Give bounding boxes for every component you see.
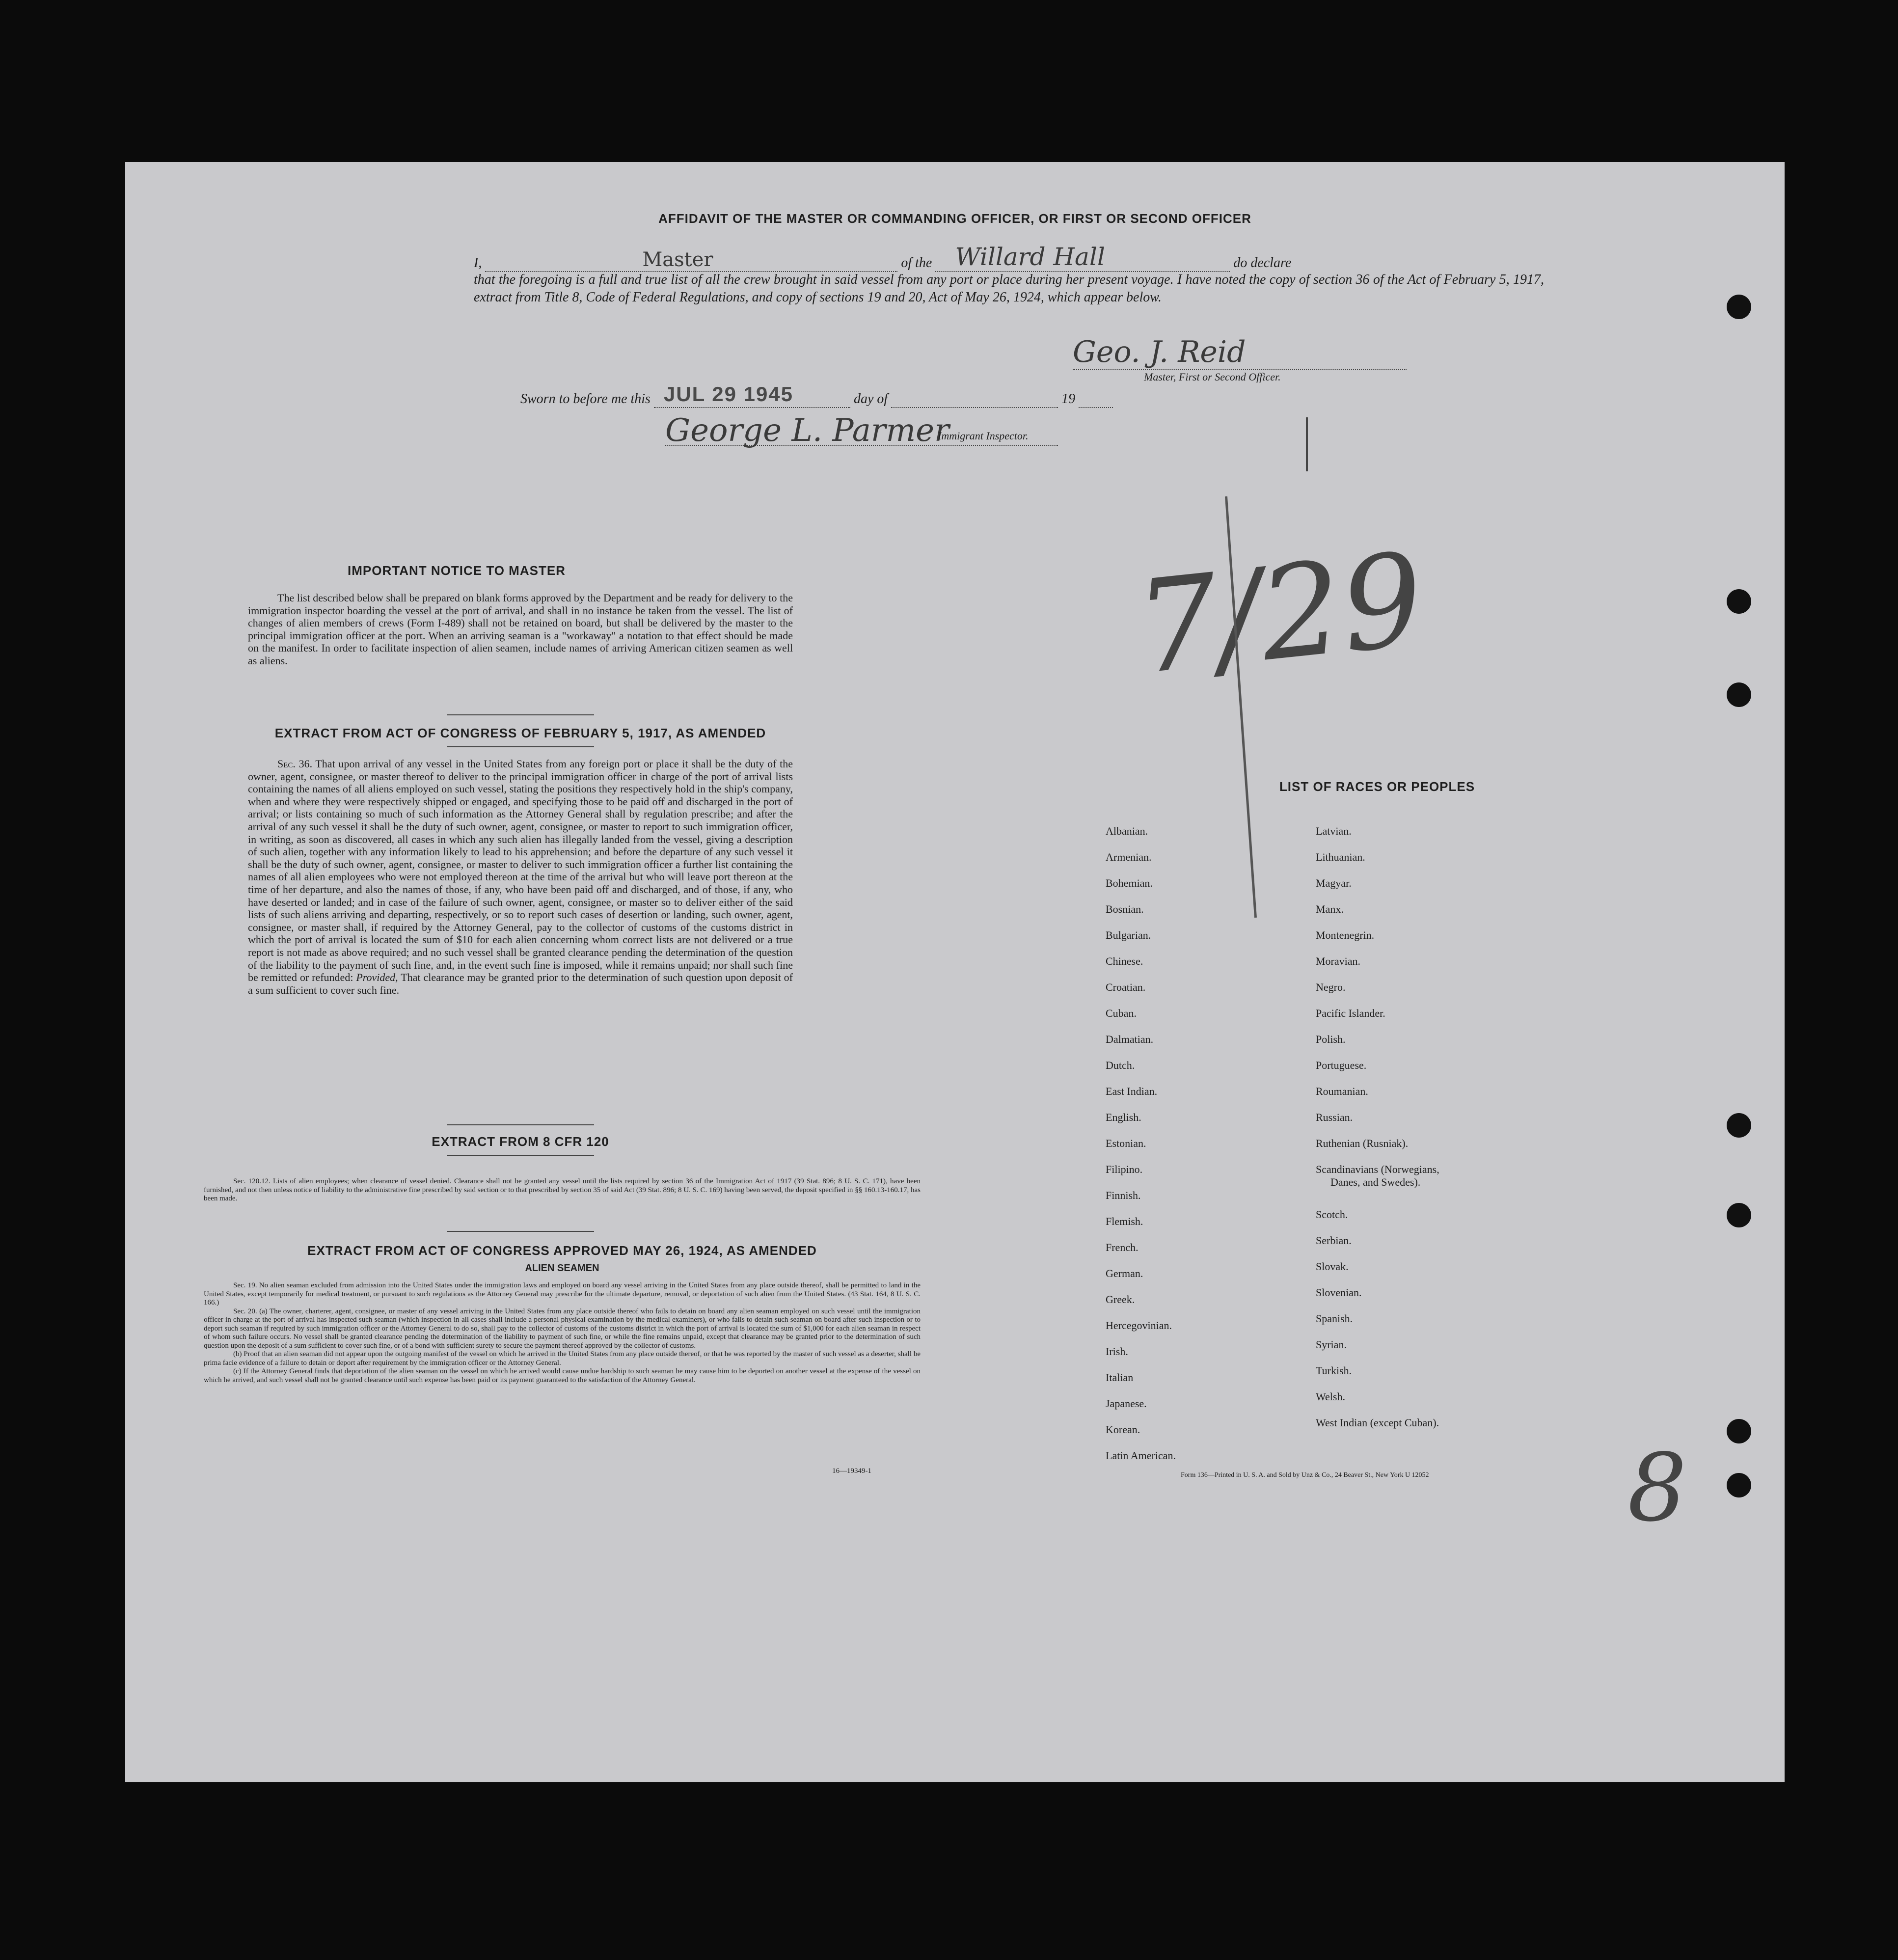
race-item: Albanian. xyxy=(1106,825,1148,837)
sec-36-proviso: That clearance may be granted prior to the determination of such question upon deposit of a sum sufficient to cover such fine. xyxy=(248,971,793,996)
sec-19-paragraph: Sec. 19. No alien seaman excluded from admission into the United States under the immigration laws and employed on board any vessel arriving in the United States from any place outside thereof, shall be permitted to land in the United States, except temporarily for medical treatment, or pursuant to such regulations as the Attorney General may prescribe for the ultimate departure, removal, or deportation of such alien from the United States. (43 Stat. 164, 8 U. S. C. 166.) xyxy=(204,1281,921,1307)
race-item: Turkish. xyxy=(1316,1364,1352,1377)
divider xyxy=(447,714,594,715)
extract-1917-text xyxy=(248,758,793,996)
handwritten-page-mark: 8 xyxy=(1627,1434,1687,1542)
race-item: Scotch. xyxy=(1316,1208,1348,1221)
race-item: Slovak. xyxy=(1316,1260,1349,1273)
race-item: Russian. xyxy=(1316,1111,1353,1123)
affidavit-paragraph: that the foregoing is a full and true list of all the crew brought in said vessel from any port or place during her present voyage. I have noted the copy of section 36 of the Act of February 5, 1917, extract from Title 8, Code of Federal Regulations, and copy of sections 19 and 20, Act of May 26, 1924, which appear below. xyxy=(474,272,1544,305)
race-item: Irish. xyxy=(1106,1345,1128,1358)
race-item: Korean. xyxy=(1106,1423,1140,1436)
divider xyxy=(447,1155,594,1156)
affidavit-prefix: I, xyxy=(474,255,482,271)
affidavit-title: AFFIDAVIT OF THE MASTER OR COMMANDING OFFICER, OR FIRST OR SECOND OFFICER xyxy=(658,211,1251,226)
pen-tick xyxy=(1306,417,1308,471)
extract-cfr-title: EXTRACT FROM 8 CFR 120 xyxy=(432,1134,609,1149)
race-item: Montenegrin. xyxy=(1316,929,1375,941)
form-number: 16—19349-1 xyxy=(832,1467,871,1475)
race-item: Italian xyxy=(1106,1371,1134,1384)
day-of-label: day of xyxy=(853,391,888,407)
race-item: Bosnian. xyxy=(1106,903,1144,915)
race-item: Greek. xyxy=(1106,1293,1135,1306)
race-item: Ruthenian (Rusniak). xyxy=(1316,1137,1409,1149)
name-handwritten: Master xyxy=(642,248,713,271)
cfr-paragraph: Sec. 120.12. Lists of alien employees; when clearance of vessel denied. Clearance shall not be granted any vessel until the lists required by section 36 of the Immigration Act of 1917 (39 Stat. 896; 8 U. S. C. 171), have been furnished, and not then unless notice of liability to the administrative fine prescribed by said section or to that prescribed by section 35 of said Act (39 Stat. 896; 8 U. S. C. 169) having been served, the deposit specified in §§ 160.13-160.17, has been made. xyxy=(204,1177,921,1202)
race-item: Lithuanian. xyxy=(1316,851,1365,863)
race-item: Filipino. xyxy=(1106,1163,1143,1175)
divider xyxy=(447,746,594,747)
race-item: Moravian. xyxy=(1316,955,1361,967)
race-item: Croatian. xyxy=(1106,981,1146,993)
race-item: Cuban. xyxy=(1106,1007,1137,1019)
race-item: East Indian. xyxy=(1106,1085,1158,1097)
race-item: Chinese. xyxy=(1106,955,1143,967)
races-title: LIST OF RACES OR PEOPLES xyxy=(1279,779,1475,794)
month-field xyxy=(891,391,1058,408)
race-item: Dalmatian. xyxy=(1106,1033,1154,1045)
binder-hole xyxy=(1727,1473,1751,1497)
sec-36-label: Sec. 36. xyxy=(277,758,313,770)
extract-1917-title: EXTRACT FROM ACT OF CONGRESS OF FEBRUARY 5, 1917, AS AMENDED xyxy=(274,726,766,740)
notice-body: The list described below shall be prepared on blank forms approved by the Department and be ready for delivery to the immigration inspector boarding the vessel at the port of arrival, and shall in no instance be taken from the vessel. The list of changes of alien members of crews (Form I-489) shall not be retained on board, but shall be delivered by the master to the principal immigration officer at the port. When an arriving seaman is a "workaway" a notation to that effect should be made on the manifest. In order to facilitate inspection of alien seamen, include names of arriving American citizen seamen as well as aliens. xyxy=(248,592,793,667)
race-item: Dutch. xyxy=(1106,1059,1135,1071)
race-item: Latin American. xyxy=(1106,1449,1176,1462)
race-item: Negro. xyxy=(1316,981,1346,993)
race-item-scandinavians xyxy=(1316,1156,1439,1201)
notice-title: IMPORTANT NOTICE TO MASTER xyxy=(348,563,566,578)
inspector-label: Immigrant Inspector. xyxy=(938,430,1029,442)
sec-20c-paragraph: (c) If the Attorney General finds that deportation of the alien seaman on the vessel on which he arrived would cause undue hardship to such seaman he may cause him to be deported on another vessel at the expense of the vessel on which he arrived, and such vessel shall not be granted clearance until such expense has been paid or its payment guaranteed to the satisfaction of the Attorney General. xyxy=(204,1367,921,1384)
race-item: German. xyxy=(1106,1267,1143,1279)
year-field xyxy=(1079,391,1113,408)
sec-36-body: That upon arrival of any vessel in the United States from any foreign port or place it shall be the duty of the owner, agent, consignee, or master thereof to deliver to the principal immigration officer in charge of the port of arrival lists containing the names of all aliens employed on such vessel, stating the positions they respectively hold in the ship's company, when and where they were respectively shipped or engaged, and specifying those to be paid off and discharged in the port of arrival; or lists containing so much of such information as the Attorney General shall by regulation prescribe; and after the arrival of any such vessel it shall be the duty of such owner, agent, consignee, or master to report to such immigration officer, in writing, as soon as discovered, all cases in which any such alien has illegally landed from the vessel, giving a description of such alien, together with any information likely to lead to his apprehension; and before the departure of any such vessel it shall be the duty of such owner, agent, consignee, or master to deliver to such immigration officer a further list containing the names of all alien employees who were not employed thereon at the time of the arrival but who will leave port thereon at the time of her departure, and also the names of those, if any, who have been paid off and discharged, and of those, if any, who have deserted or landed; and in case of the failure of such owner, agent, consignee, or master so to deliver either of the said lists of such aliens arriving and departing, respectively, or so to report such cases of desertion or landing, such owner, agent, consignee, or master shall, if required by the Attorney General, pay to the collector of customs of the customs district in which the port of arrival is located the sum of $10 for each alien concerning whom correct lists are not delivered or a true report is not made as above required; and no such vessel shall be granted clearance pending the determination of the question of the liability to the payment of such fine, and, in the event such fine is imposed, while it remains unpaid; nor shall such fine be remitted or refunded: xyxy=(248,758,793,984)
race-item: French. xyxy=(1106,1241,1139,1253)
race-item: Japanese. xyxy=(1106,1397,1147,1410)
race-item: Hercegovinian. xyxy=(1106,1319,1172,1332)
race-item: Magyar. xyxy=(1316,877,1352,889)
race-item: Welsh. xyxy=(1316,1390,1345,1403)
master-signature: Geo. J. Reid xyxy=(1073,335,1407,370)
provided-word: Provided, xyxy=(356,971,398,984)
vessel-handwritten: Willard Hall xyxy=(955,243,1105,271)
race-item: Spanish. xyxy=(1316,1312,1353,1325)
races-right-column xyxy=(1316,818,1439,1436)
race-item: Pacific Islander. xyxy=(1316,1007,1385,1019)
race-item: Manx. xyxy=(1316,903,1344,915)
races-left-column xyxy=(1106,818,1176,1469)
sworn-line xyxy=(520,382,1113,408)
race-item: Portuguese. xyxy=(1316,1059,1367,1071)
printer-line: Form 136—Printed in U. S. A. and Sold by Unz & Co., 24 Beaver St., New York U 12052 xyxy=(1181,1471,1429,1479)
do-declare-label: do declare xyxy=(1233,255,1292,271)
race-item: Slovenian. xyxy=(1316,1286,1362,1299)
handwritten-date-note: 7/29 xyxy=(1129,525,1431,703)
binder-hole xyxy=(1727,295,1751,319)
race-item: Syrian. xyxy=(1316,1338,1347,1351)
sec-20b-paragraph: (b) Proof that an alien seaman did not appear upon the outgoing manifest of the vessel on which he arrived in the United States from any place outside thereof, or that he was reported by the master of such vessel as a deserter, shall be prima facie evidence of a failure to detain or deport after requirement by the immigration officer or the Attorney General. xyxy=(204,1350,921,1367)
race-item: Latvian. xyxy=(1316,825,1352,837)
name-field xyxy=(485,248,897,272)
sworn-prefix: Sworn to before me this xyxy=(520,391,651,407)
extract-1924-subtitle: ALIEN SEAMEN xyxy=(525,1263,599,1274)
divider xyxy=(447,1231,594,1232)
race-item: Serbian. xyxy=(1316,1234,1352,1247)
date-stamp: JUL 29 1945 xyxy=(663,382,794,406)
race-item: Bohemian. xyxy=(1106,877,1153,889)
extract-cfr-text xyxy=(204,1177,921,1203)
race-item: Estonian. xyxy=(1106,1137,1146,1149)
race-item: Armenian. xyxy=(1106,851,1152,863)
race-item: Roumanian. xyxy=(1316,1085,1368,1097)
binder-hole xyxy=(1727,1113,1751,1138)
scandinavians-line-2: Danes, and Swedes). xyxy=(1330,1176,1421,1188)
year-label: 19 xyxy=(1061,391,1076,407)
of-the-label: of the xyxy=(901,255,932,271)
vessel-field xyxy=(935,243,1230,272)
master-signature-label: Master, First or Second Officer. xyxy=(1144,371,1281,383)
binder-hole xyxy=(1727,1203,1751,1227)
binder-hole xyxy=(1727,682,1751,707)
notice-text xyxy=(248,592,793,667)
divider xyxy=(447,1124,594,1125)
race-item: West Indian (except Cuban). xyxy=(1316,1416,1439,1429)
scandinavians-line-1: Scandinavians (Norwegians, xyxy=(1316,1163,1439,1175)
sec-20a-paragraph: Sec. 20. (a) The owner, charterer, agent, consignee, or master of any vessel arriving in the United States from any place outside thereof who fails to detain on board any alien seaman employed on such vessel until the immigration officer in charge at the port of arrival has inspected such seaman (which inspection in all cases shall include a personal physical examination by the medical examiners), or who fails to detain such seaman on board after such inspection or to deport such seaman if required by such immigration officer or the Attorney General to do so, shall pay to the collector of customs of the customs district in which the port of arrival is located the sum of $1,000 for each alien seaman in respect of whom such failure occurs. No vessel shall be granted clearance pending the determination of the liability to payment of such fine, or while the fine remains unpaid, except that clearance may be granted prior to the determination of such question upon the deposit of a sum sufficient to cover such fine, or of a bond with sufficient surety to secure the payment thereof approved by the collector of customs. xyxy=(204,1307,921,1350)
extract-1924-title: EXTRACT FROM ACT OF CONGRESS APPROVED MAY 26, 1924, AS AMENDED xyxy=(307,1243,817,1258)
binder-hole xyxy=(1727,1419,1751,1443)
extract-1924-text xyxy=(204,1281,921,1385)
race-item: Flemish. xyxy=(1106,1215,1143,1227)
race-item: English. xyxy=(1106,1111,1141,1123)
binder-hole xyxy=(1727,589,1751,614)
document-page xyxy=(125,162,1785,1782)
race-item: Polish. xyxy=(1316,1033,1346,1045)
race-item: Bulgarian. xyxy=(1106,929,1151,941)
race-item: Finnish. xyxy=(1106,1189,1141,1201)
sworn-date-field xyxy=(654,382,850,408)
affidavit-declaration-line xyxy=(474,243,1292,272)
inspector-signature: George L. Parmer xyxy=(665,412,1058,446)
